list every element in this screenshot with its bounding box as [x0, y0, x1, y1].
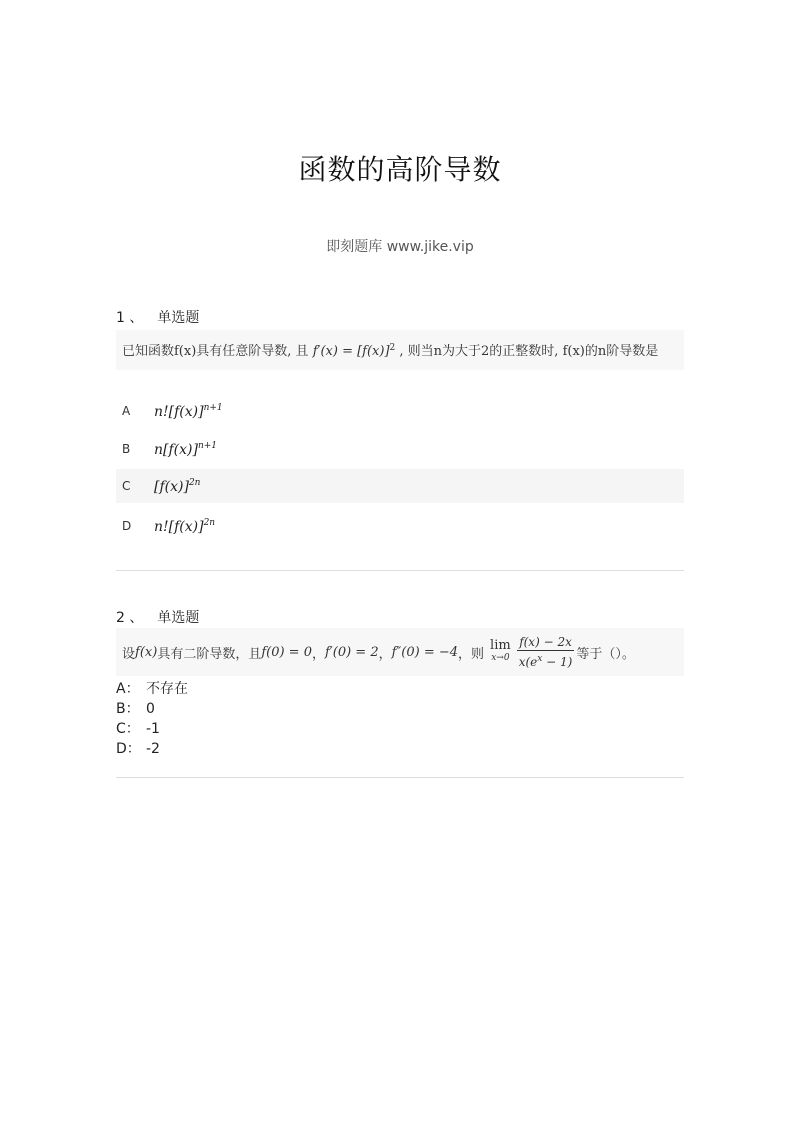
question-1-stem: [116, 330, 684, 370]
option-label: B：: [116, 701, 140, 717]
question-1-heading: [116, 307, 199, 327]
stem-condition-1: f(0) = 0: [261, 644, 312, 660]
option-formula: $n[f(x)]^{n+1}$: [154, 440, 218, 458]
option-b[interactable]: [116, 699, 188, 719]
limit-operator: lim x→0: [490, 638, 511, 663]
question-number: 2 、: [116, 610, 144, 626]
option-d[interactable]: [116, 739, 188, 759]
option-b[interactable]: [116, 432, 684, 466]
option-c[interactable]: [116, 719, 188, 739]
stem-separator: ，: [311, 646, 325, 662]
option-letter: D: [122, 519, 132, 533]
option-c[interactable]: [116, 469, 684, 503]
stem-text: 具有二阶导数，且: [157, 646, 262, 662]
option-letter: A: [122, 404, 131, 418]
question-2-stem: [116, 628, 684, 676]
option-text: -2: [146, 741, 160, 757]
option-text: -1: [146, 721, 160, 737]
option-letter: B: [122, 442, 131, 456]
stem-separator: ，: [378, 646, 392, 662]
stem-tail: , 则当n为大于2的正整数时, f(x)的n阶导数是: [395, 344, 659, 359]
option-label: D：: [116, 741, 141, 757]
option-formula: $n![f(x)]^{2n}$: [154, 517, 216, 535]
question-type: 单选题: [157, 310, 200, 326]
question-2-options: [116, 679, 188, 759]
stem-condition: $f'(x) = [f(x)]^2$: [312, 343, 396, 359]
question-divider: [116, 570, 684, 571]
question-type: 单选题: [157, 610, 200, 626]
option-text: 0: [146, 701, 155, 717]
stem-text: ，则: [458, 646, 485, 662]
stem-intro: 已知函数f(x)具有任意阶导数, 且: [122, 344, 309, 359]
question-2-heading: [116, 607, 199, 627]
stem-text: 设: [122, 646, 136, 662]
question-number: 1 、: [116, 310, 144, 326]
stem-condition-2: f′(0) = 2: [325, 644, 379, 660]
option-d[interactable]: [116, 509, 684, 543]
option-label: A：: [116, 681, 140, 697]
option-text: 不存在: [146, 681, 188, 697]
stem-condition-3: f″(0) = −4: [391, 644, 459, 660]
limit-fraction: $\frac{f(x) - 2x}{x(e^x - 1)}$: [518, 635, 573, 669]
option-letter: C: [122, 479, 131, 493]
option-formula: $[f(x)]^{2n}$: [154, 477, 201, 495]
stem-text: 等于（）。: [576, 646, 635, 662]
option-label: C：: [116, 721, 140, 737]
document-source: 即刻题库 www.jike.vip: [326, 239, 474, 255]
question-divider: [116, 777, 684, 778]
option-formula: $n![f(x)]^{n+1}$: [154, 402, 223, 420]
document-title: 函数的高阶导数: [298, 153, 502, 186]
stem-function: f(x): [135, 644, 158, 660]
option-a[interactable]: [116, 679, 188, 699]
option-a[interactable]: [116, 394, 684, 428]
